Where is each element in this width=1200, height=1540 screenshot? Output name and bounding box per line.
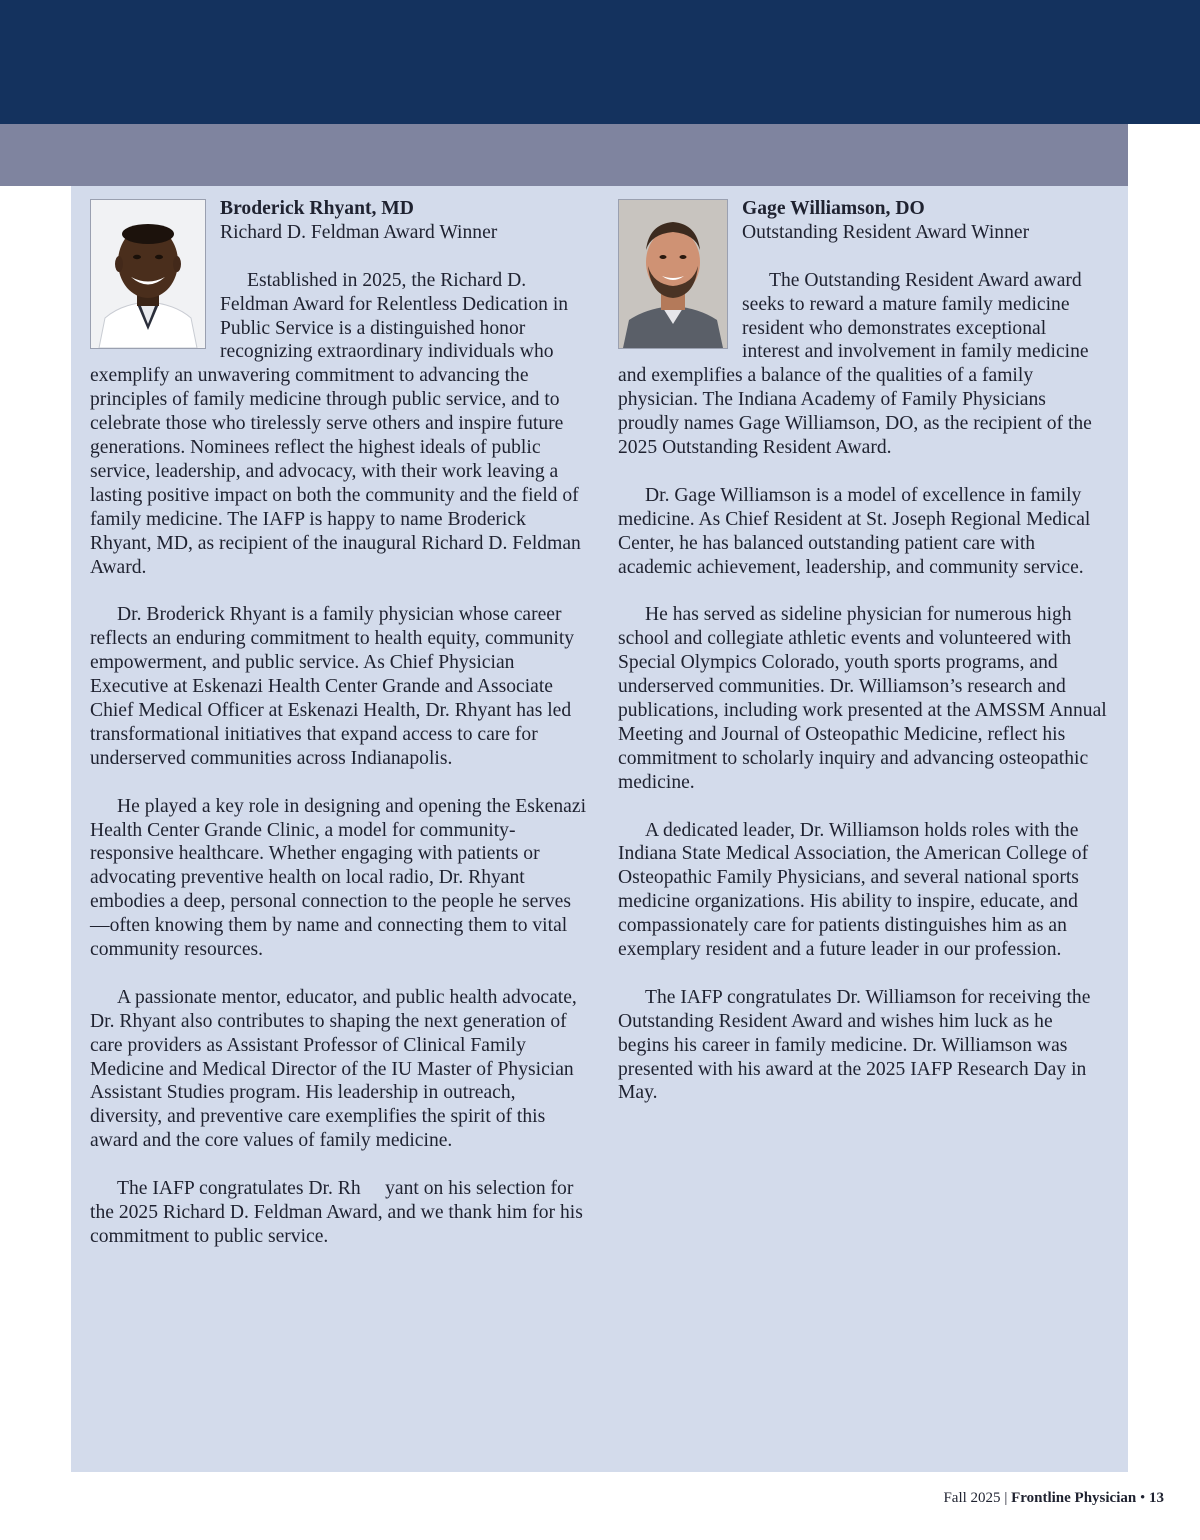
- left-name: Broderick Rhyant, MD: [220, 198, 414, 219]
- right-column: [618, 197, 1108, 1129]
- broderick-rhyant-photo: [90, 199, 206, 349]
- left-paragraph: Dr. Broderick Rhyant is a family physician whose career reflects an enduring commitment to health equity, community empowerment, and public service. As Chief Physician Executive at Eskenazi Health Center Grande and Associate Chief Medical Officer at Eskenazi Health, Dr. Rhyant has led transformational initiatives that expand access to care for underserved communities across Indianapolis.: [90, 604, 575, 769]
- left-paragraph: The IAFP congratulates Dr. Rh yant on his selection for the 2025 Richard D. Feldman Award, and we thank him for his commitment to public service.: [90, 1178, 588, 1247]
- right-paragraph: A dedicated leader, Dr. Williamson holds roles with the Indiana State Medical Association, the American College of Osteopathic Family Physicians, and several national sports medicine organizations. His ability to inspire, educate, and compassionately care for patients distinguishes him as an exemplary resident and a future leader in our profession.: [618, 819, 1089, 961]
- right-award-title: Outstanding Resident Award Winner: [742, 221, 1030, 243]
- left-paragraph: He played a key role in designing and opening the Eskenazi Health Center Grande Clinic, a model for community-responsive healthcare. Whether engaging with patients or advocating preventive health on local radio, Dr. Rhyant embodies a deep, personal connection to the people he serves—often knowing them by name and connecting them to vital community resources.: [90, 795, 587, 961]
- gage-williamson-photo: [618, 199, 728, 349]
- magazine-title: Frontline Physician: [1011, 1490, 1137, 1506]
- right-paragraph: Dr. Gage Williamson is a model of excellence in family medicine. As Chief Resident at St. Joseph Regional Medical Center, he has balanced outstanding patient care with academic achievement, leadership, and community service.: [618, 484, 1091, 578]
- page-number: 13: [1149, 1490, 1164, 1506]
- footer-separator: |: [1004, 1490, 1008, 1506]
- left-paragraph: A passionate mentor, educator, and public health advocate, Dr. Rhyant also contributes to shaping the next generation of care providers as Assistant Professor of Clinical Family Medicine and Medical Director of the IU Master of Physician Assistant Studies program. His leadership in outreach, diversity, and preventive care exemplifies the spirit of this award and the core values of family medicine.: [90, 986, 577, 1152]
- right-paragraph: The IAFP congratulates Dr. Williamson for receiving the Outstanding Resident Award and wishes him luck as he begins his career in family medicine. Dr. Williamson was presented with his award at the 2025 IAFP Research Day in May.: [618, 986, 1091, 1104]
- left-column: [90, 197, 590, 1273]
- right-paragraph: He has served as sideline physician for numerous high school and collegiate athletic events and volunteered with Special Olympics Colorado, youth sports programs, and underserved communities. Dr. Williamson’s research and publications, including work presented at the AMSSM Annual Meeting and Journal of Osteopathic Medicine, reflect his commitment to scholarly inquiry and advancing osteopathic medicine.: [618, 604, 1107, 793]
- header-grey-band: [0, 124, 1128, 186]
- header-navy-band: [0, 0, 1200, 124]
- left-paragraph: Established in 2025, the Richard D. Feldman Award for Relentless Dedication in Public Service is a distinguished honor recognizing extraordinary individuals who exemplify an unwavering commitment to advancing the principles of family medicine through public service, and to celebrate those who tirelessly serve others and inspire future generations. Nominees reflect the highest ideals of public service, leadership, and advocacy, with their work leaving a lasting positive impact on both the community and the field of family medicine. The IAFP is happy to name Broderick Rhyant, MD, as recipient of the inaugural Richard D. Feldman Award.: [90, 269, 581, 578]
- right-paragraph: The Outstanding Resident Award award seeks to reward a mature family medicine resident who demonstrates exceptional interest and involvement in family medicine and exemplifies a balance of the qualities of a family physician. The Indiana Academy of Family Physicians proudly names Gage Williamson, DO, as the recipient of the 2025 Outstanding Resident Award.: [618, 269, 1092, 459]
- issue-label: Fall 2025: [943, 1490, 1001, 1506]
- left-award-title: Richard D. Feldman Award Winner: [220, 221, 498, 243]
- page-footer: [943, 1490, 1164, 1507]
- footer-bullet: •: [1139, 1490, 1146, 1506]
- right-name: Gage Williamson, DO: [742, 198, 925, 219]
